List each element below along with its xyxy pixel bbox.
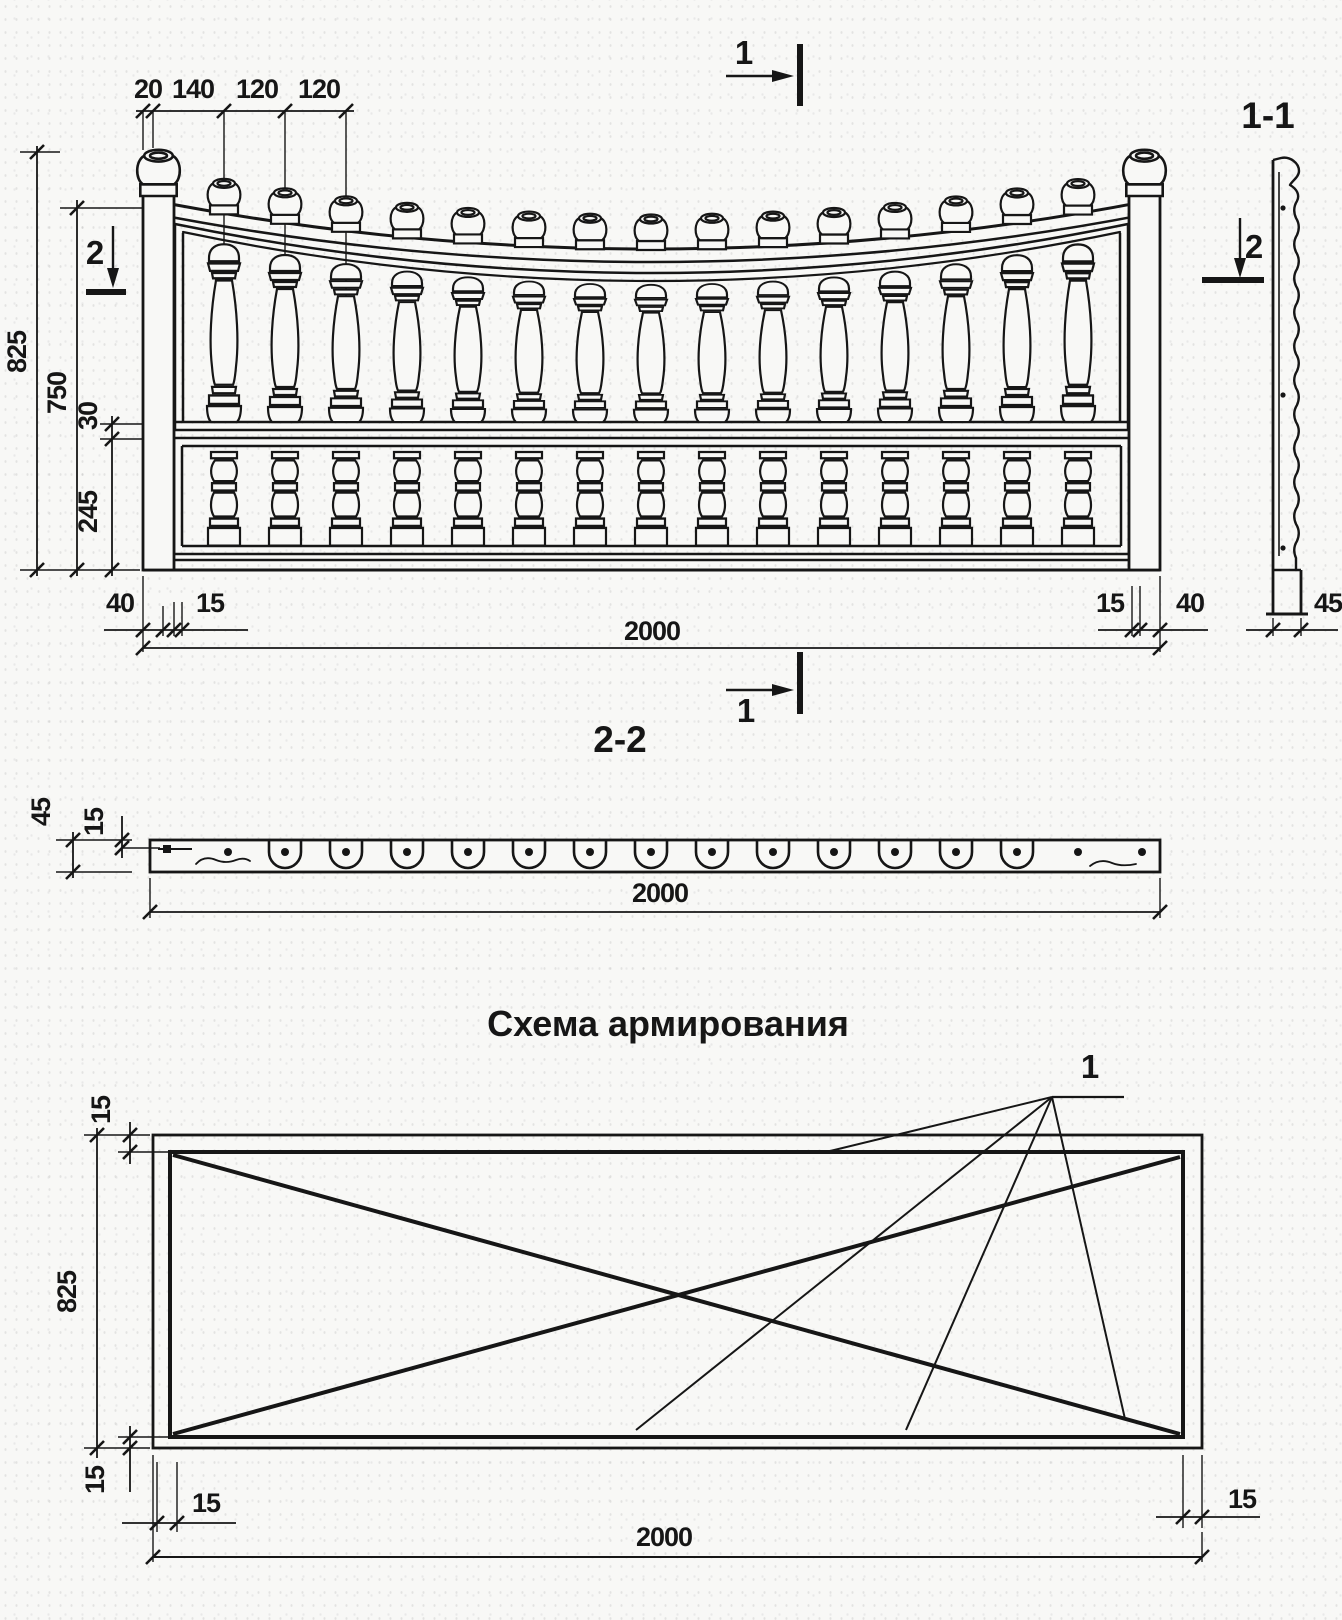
section-2-2-view <box>56 816 1167 919</box>
dim-2000-plan: 2000 <box>631 878 689 908</box>
dim-30: 30 <box>73 401 103 431</box>
dim-825: 825 <box>2 330 32 374</box>
balusters <box>207 244 1095 545</box>
dim-15-left: 15 <box>195 588 225 618</box>
dim-120-b: 120 <box>297 74 341 104</box>
dimension-lines <box>20 104 1208 655</box>
dim-140: 140 <box>171 74 215 104</box>
reinforcement-scheme <box>84 1097 1260 1564</box>
baluster-knobs <box>137 150 1166 250</box>
dim-750: 750 <box>42 371 72 415</box>
dim-15-scheme-left: 15 <box>191 1488 221 1518</box>
section-mark-1-bottom: 1 <box>736 692 756 729</box>
dim-20: 20 <box>133 74 163 104</box>
dim-40-left: 40 <box>105 588 135 618</box>
dim-825-scheme: 825 <box>52 1270 82 1314</box>
reinforcement-title: Схема армирования <box>487 1003 849 1044</box>
dim-40-right: 40 <box>1175 588 1205 618</box>
section-mark-2-left: 2 <box>85 234 105 271</box>
section-1-1-title: 1-1 <box>1241 95 1295 136</box>
dim-2000-scheme: 2000 <box>635 1522 693 1552</box>
dim-15-scheme-right: 15 <box>1227 1484 1257 1514</box>
rebar-callout-1: 1 <box>1080 1048 1100 1085</box>
dim-15-scheme-top: 15 <box>86 1095 116 1125</box>
dim-15-right: 15 <box>1095 588 1125 618</box>
dim-2000-elevation: 2000 <box>623 616 681 646</box>
dim-15-scheme-bottom: 15 <box>80 1465 110 1495</box>
section-2-2-title: 2-2 <box>593 719 647 760</box>
dim-15-plan: 15 <box>79 807 109 837</box>
section-mark-1-top: 1 <box>734 34 754 71</box>
section-mark-2-right: 2 <box>1244 228 1264 265</box>
dim-45-plan: 45 <box>26 797 56 827</box>
dim-245: 245 <box>73 490 103 534</box>
dim-45-section: 45 <box>1313 588 1342 618</box>
dim-120-a: 120 <box>235 74 279 104</box>
